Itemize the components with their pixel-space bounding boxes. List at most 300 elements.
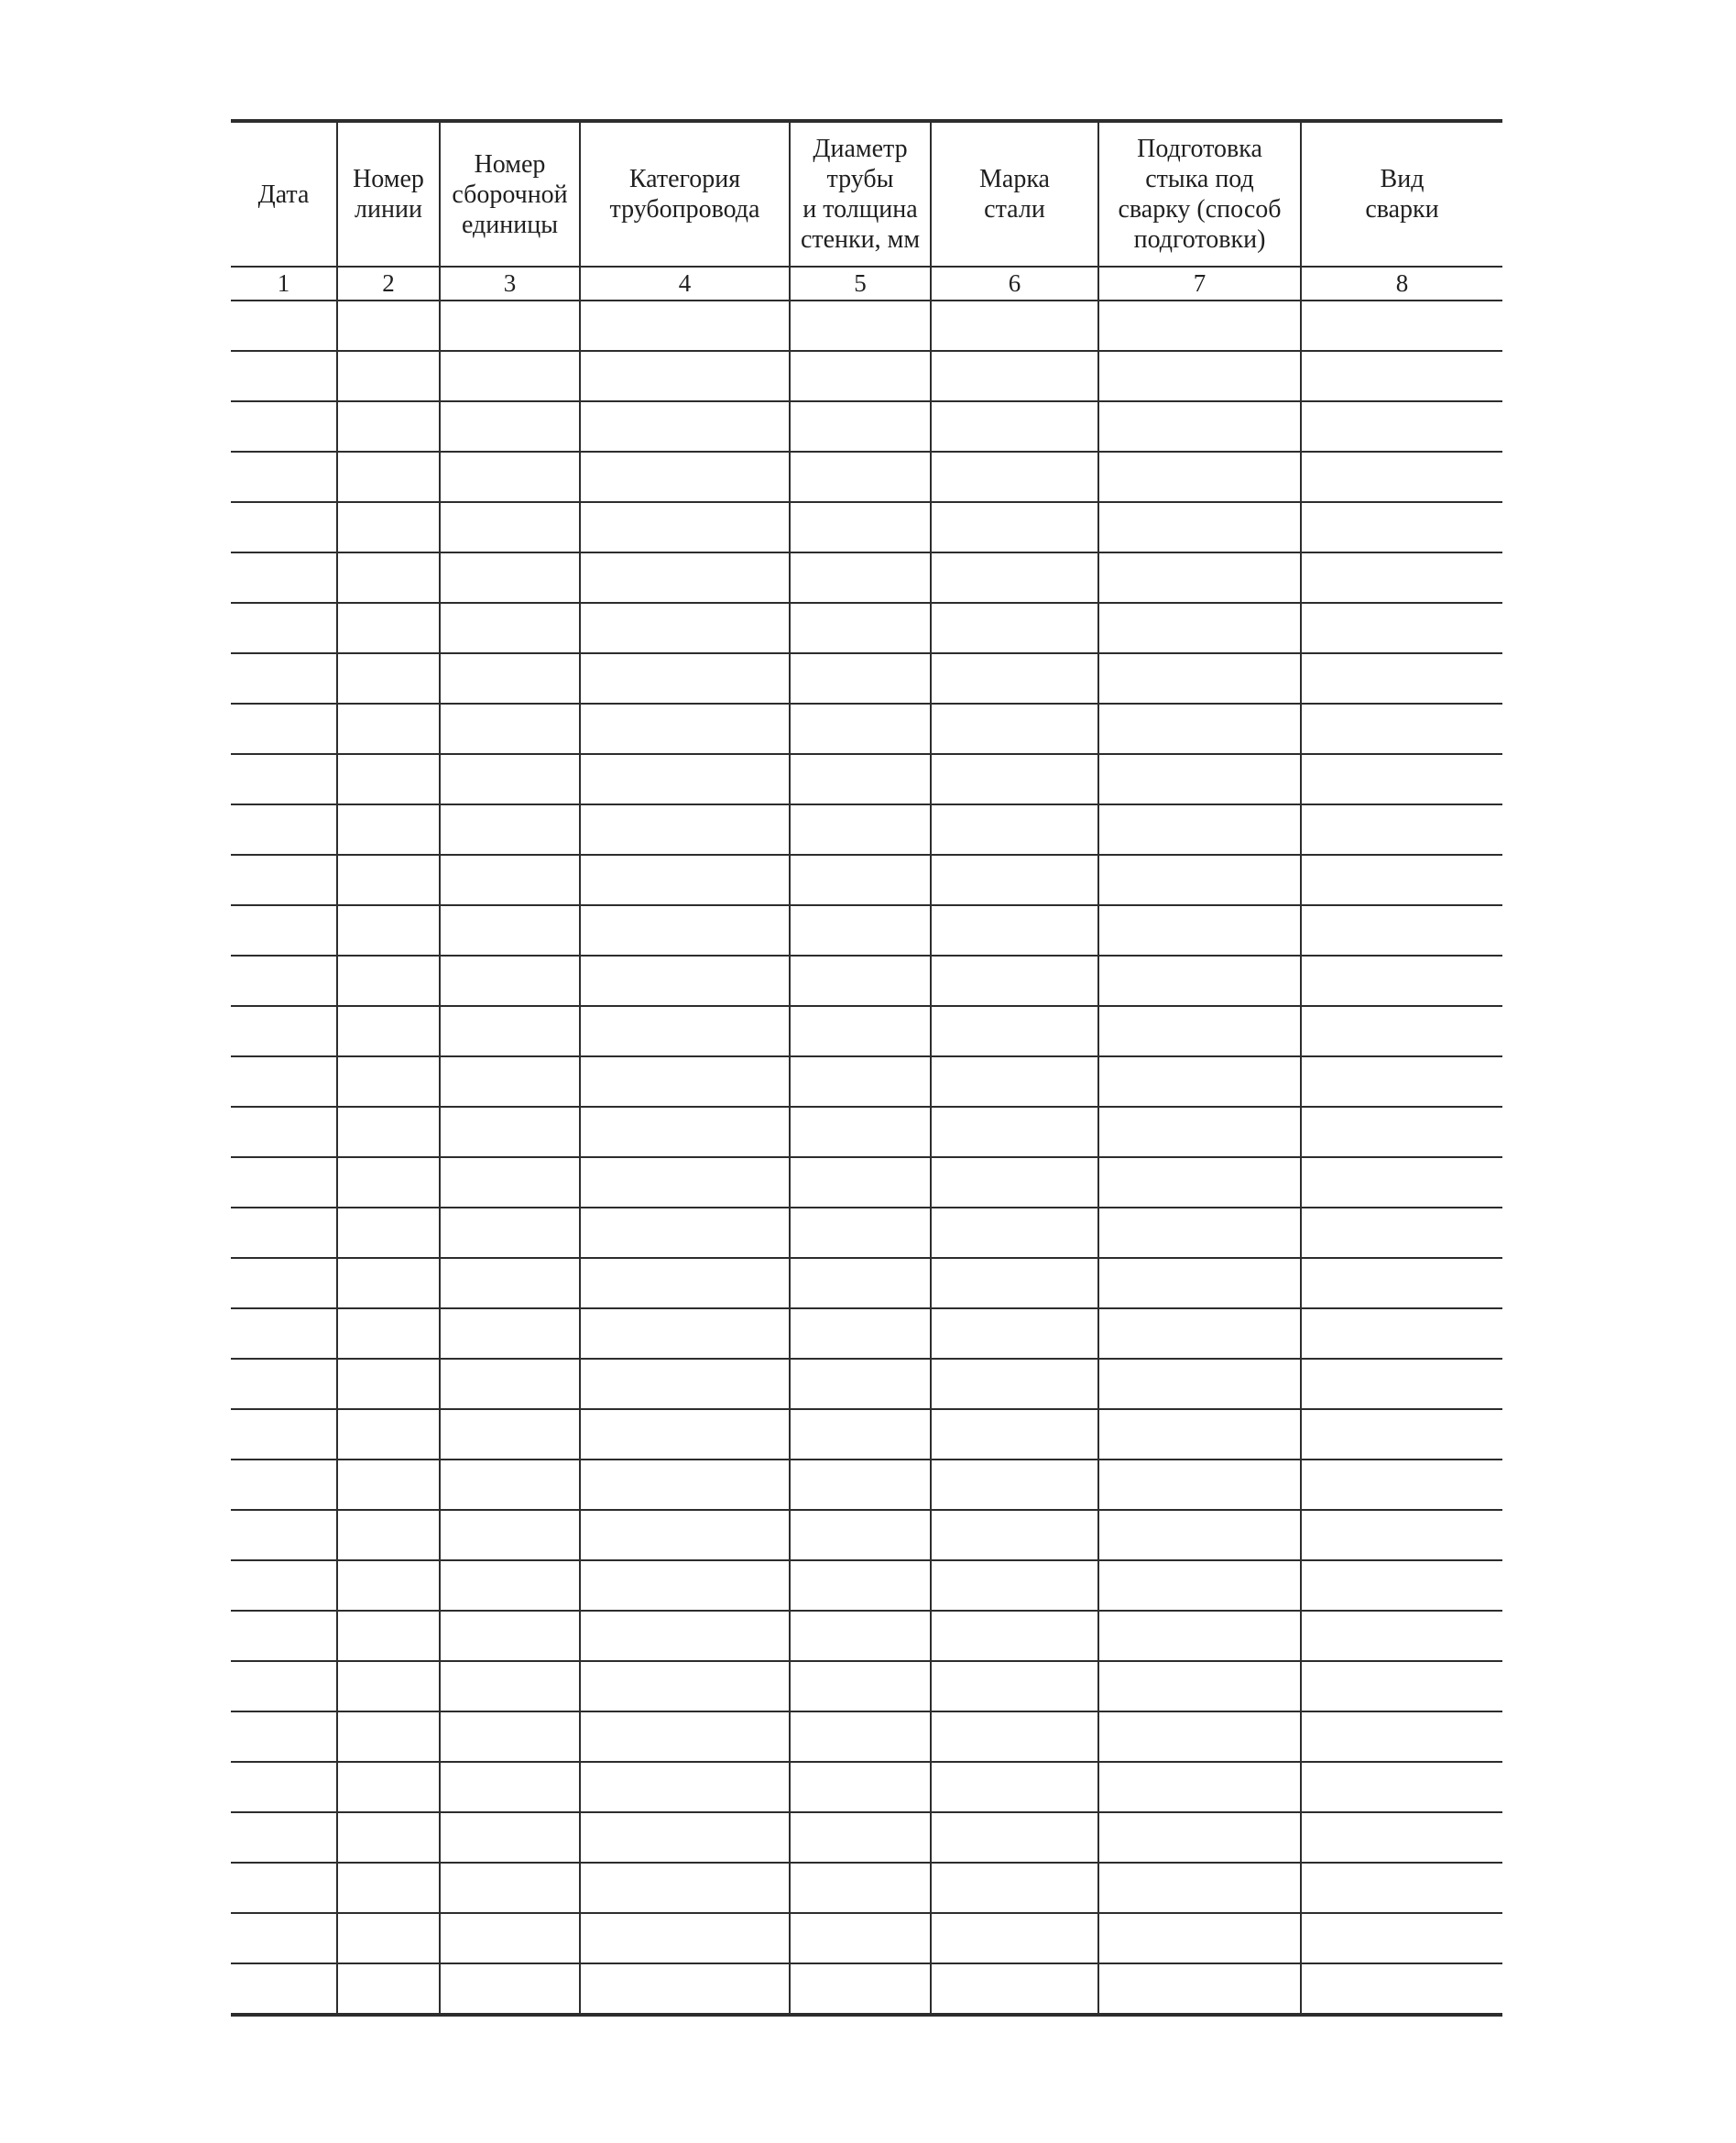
body-cell-steel-grade [931, 1308, 1098, 1359]
body-cell-assembly-unit-number [440, 1006, 580, 1056]
body-cell-welding-type [1301, 1208, 1502, 1258]
col-header-assembly-unit-number: Номер сборочной единицы [440, 121, 580, 267]
body-cell-pipe-diameter-wall-thickness [790, 704, 931, 754]
body-cell-date [231, 452, 337, 502]
body-cell-assembly-unit-number [440, 1611, 580, 1661]
body-cell-steel-grade [931, 1812, 1098, 1863]
table-row [231, 1258, 1502, 1308]
body-cell-welding-type [1301, 1661, 1502, 1711]
body-cell-date [231, 1711, 337, 1762]
body-cell-pipeline-category [580, 1460, 790, 1510]
col-header-date: Дата [231, 121, 337, 267]
body-cell-welding-type [1301, 1107, 1502, 1157]
body-cell-date [231, 351, 337, 401]
body-cell-line-number [337, 603, 440, 653]
body-cell-pipe-diameter-wall-thickness [790, 603, 931, 653]
body-cell-joint-preparation [1098, 1056, 1301, 1107]
body-cell-steel-grade [931, 1510, 1098, 1560]
body-cell-pipeline-category [580, 1157, 790, 1208]
body-cell-pipeline-category [580, 956, 790, 1006]
table-row [231, 1611, 1502, 1661]
body-cell-assembly-unit-number [440, 351, 580, 401]
body-cell-pipeline-category [580, 804, 790, 855]
col-number-1: 1 [231, 267, 337, 301]
column-number-row [231, 267, 1502, 301]
body-cell-welding-type [1301, 855, 1502, 905]
body-cell-welding-type [1301, 1409, 1502, 1460]
body-cell-assembly-unit-number [440, 956, 580, 1006]
col-number-5: 5 [790, 267, 931, 301]
body-cell-pipe-diameter-wall-thickness [790, 1762, 931, 1812]
table-row [231, 1762, 1502, 1812]
body-cell-date [231, 1863, 337, 1913]
body-cell-joint-preparation [1098, 1107, 1301, 1157]
body-cell-pipeline-category [580, 1812, 790, 1863]
body-cell-assembly-unit-number [440, 1711, 580, 1762]
body-cell-welding-type [1301, 704, 1502, 754]
body-cell-joint-preparation [1098, 704, 1301, 754]
body-cell-date [231, 301, 337, 351]
body-cell-line-number [337, 1812, 440, 1863]
table-row [231, 1208, 1502, 1258]
body-cell-pipeline-category [580, 552, 790, 603]
body-cell-joint-preparation [1098, 603, 1301, 653]
table-row [231, 956, 1502, 1006]
table-row [231, 1661, 1502, 1711]
body-cell-pipe-diameter-wall-thickness [790, 653, 931, 704]
table-row [231, 1409, 1502, 1460]
col-header-pipe-diameter-wall-thickness: Диаметр трубы и толщина стенки, мм [790, 121, 931, 267]
body-cell-assembly-unit-number [440, 1762, 580, 1812]
body-cell-pipeline-category [580, 1409, 790, 1460]
body-cell-steel-grade [931, 1863, 1098, 1913]
body-cell-line-number [337, 1560, 440, 1611]
body-cell-date [231, 1006, 337, 1056]
body-cell-pipe-diameter-wall-thickness [790, 905, 931, 956]
body-cell-pipe-diameter-wall-thickness [790, 1308, 931, 1359]
body-cell-pipe-diameter-wall-thickness [790, 1006, 931, 1056]
col-number-7: 7 [1098, 267, 1301, 301]
body-cell-pipeline-category [580, 1208, 790, 1258]
body-cell-pipeline-category [580, 855, 790, 905]
body-cell-date [231, 855, 337, 905]
table-row [231, 502, 1502, 552]
body-cell-assembly-unit-number [440, 1560, 580, 1611]
col-number-2: 2 [337, 267, 440, 301]
body-cell-welding-type [1301, 1510, 1502, 1560]
body-cell-pipe-diameter-wall-thickness [790, 754, 931, 804]
body-cell-line-number [337, 1409, 440, 1460]
table-row [231, 1812, 1502, 1863]
body-cell-assembly-unit-number [440, 1359, 580, 1409]
body-cell-pipe-diameter-wall-thickness [790, 1711, 931, 1762]
body-cell-line-number [337, 1006, 440, 1056]
body-cell-joint-preparation [1098, 1913, 1301, 1963]
body-cell-assembly-unit-number [440, 1913, 580, 1963]
body-cell-joint-preparation [1098, 1711, 1301, 1762]
body-cell-line-number [337, 452, 440, 502]
body-cell-pipe-diameter-wall-thickness [790, 351, 931, 401]
body-cell-joint-preparation [1098, 1308, 1301, 1359]
body-cell-welding-type [1301, 1006, 1502, 1056]
table-row [231, 1460, 1502, 1510]
body-cell-assembly-unit-number [440, 1208, 580, 1258]
col-header-pipeline-category: Категория трубопровода [580, 121, 790, 267]
body-cell-pipe-diameter-wall-thickness [790, 452, 931, 502]
body-cell-assembly-unit-number [440, 754, 580, 804]
body-cell-pipeline-category [580, 1308, 790, 1359]
body-cell-assembly-unit-number [440, 1308, 580, 1359]
body-cell-date [231, 1056, 337, 1107]
body-cell-steel-grade [931, 1611, 1098, 1661]
body-cell-pipe-diameter-wall-thickness [790, 552, 931, 603]
body-cell-joint-preparation [1098, 956, 1301, 1006]
table-row [231, 704, 1502, 754]
table-row [231, 1308, 1502, 1359]
table-row [231, 603, 1502, 653]
body-cell-pipeline-category [580, 1863, 790, 1913]
body-cell-pipe-diameter-wall-thickness [790, 1611, 931, 1661]
body-cell-pipeline-category [580, 1711, 790, 1762]
body-cell-date [231, 603, 337, 653]
table-row [231, 754, 1502, 804]
body-cell-steel-grade [931, 1107, 1098, 1157]
body-cell-welding-type [1301, 1812, 1502, 1863]
body-cell-welding-type [1301, 1056, 1502, 1107]
body-cell-joint-preparation [1098, 804, 1301, 855]
body-cell-steel-grade [931, 1409, 1098, 1460]
body-cell-steel-grade [931, 1258, 1098, 1308]
body-cell-assembly-unit-number [440, 855, 580, 905]
body-cell-pipeline-category [580, 1661, 790, 1711]
body-cell-date [231, 1308, 337, 1359]
body-cell-steel-grade [931, 1963, 1098, 2015]
table-row [231, 351, 1502, 401]
body-cell-welding-type [1301, 1913, 1502, 1963]
col-number-3: 3 [440, 267, 580, 301]
col-number-6: 6 [931, 267, 1098, 301]
body-cell-line-number [337, 855, 440, 905]
body-cell-date [231, 1409, 337, 1460]
body-cell-joint-preparation [1098, 1258, 1301, 1308]
body-cell-steel-grade [931, 502, 1098, 552]
body-cell-welding-type [1301, 1762, 1502, 1812]
body-cell-welding-type [1301, 1963, 1502, 2015]
body-cell-line-number [337, 956, 440, 1006]
body-cell-pipeline-category [580, 502, 790, 552]
body-cell-steel-grade [931, 956, 1098, 1006]
body-cell-line-number [337, 1963, 440, 2015]
body-cell-joint-preparation [1098, 1762, 1301, 1812]
body-cell-assembly-unit-number [440, 1863, 580, 1913]
body-cell-date [231, 754, 337, 804]
body-cell-welding-type [1301, 1711, 1502, 1762]
body-cell-line-number [337, 1762, 440, 1812]
body-cell-steel-grade [931, 603, 1098, 653]
body-cell-date [231, 1157, 337, 1208]
body-cell-pipe-diameter-wall-thickness [790, 502, 931, 552]
table-row [231, 804, 1502, 855]
body-cell-pipeline-category [580, 401, 790, 452]
body-cell-date [231, 653, 337, 704]
body-cell-joint-preparation [1098, 351, 1301, 401]
body-cell-joint-preparation [1098, 1409, 1301, 1460]
body-cell-pipe-diameter-wall-thickness [790, 804, 931, 855]
table-row [231, 552, 1502, 603]
body-cell-date [231, 704, 337, 754]
body-cell-pipe-diameter-wall-thickness [790, 1157, 931, 1208]
body-cell-assembly-unit-number [440, 905, 580, 956]
table-row [231, 452, 1502, 502]
body-cell-assembly-unit-number [440, 301, 580, 351]
body-cell-joint-preparation [1098, 1812, 1301, 1863]
body-cell-welding-type [1301, 552, 1502, 603]
body-cell-welding-type [1301, 502, 1502, 552]
body-cell-line-number [337, 351, 440, 401]
body-cell-steel-grade [931, 804, 1098, 855]
body-cell-pipeline-category [580, 704, 790, 754]
body-cell-line-number [337, 1863, 440, 1913]
body-cell-date [231, 1510, 337, 1560]
body-cell-date [231, 502, 337, 552]
body-cell-line-number [337, 301, 440, 351]
body-cell-pipeline-category [580, 1107, 790, 1157]
body-cell-line-number [337, 1711, 440, 1762]
body-cell-steel-grade [931, 1056, 1098, 1107]
body-cell-date [231, 1460, 337, 1510]
body-cell-date [231, 905, 337, 956]
body-cell-assembly-unit-number [440, 502, 580, 552]
table-row [231, 301, 1502, 351]
body-cell-line-number [337, 704, 440, 754]
body-cell-line-number [337, 552, 440, 603]
body-cell-line-number [337, 1258, 440, 1308]
body-cell-date [231, 1812, 337, 1863]
body-cell-assembly-unit-number [440, 653, 580, 704]
body-cell-pipe-diameter-wall-thickness [790, 1510, 931, 1560]
body-cell-date [231, 1560, 337, 1611]
body-cell-joint-preparation [1098, 754, 1301, 804]
body-cell-welding-type [1301, 653, 1502, 704]
body-cell-pipe-diameter-wall-thickness [790, 1359, 931, 1409]
body-cell-pipeline-category [580, 754, 790, 804]
body-cell-assembly-unit-number [440, 1258, 580, 1308]
body-cell-joint-preparation [1098, 1006, 1301, 1056]
col-header-line-number: Номер линии [337, 121, 440, 267]
body-cell-date [231, 956, 337, 1006]
body-cell-steel-grade [931, 1762, 1098, 1812]
body-cell-steel-grade [931, 351, 1098, 401]
table-body [231, 301, 1502, 2015]
table-row [231, 1006, 1502, 1056]
body-cell-joint-preparation [1098, 855, 1301, 905]
body-cell-pipeline-category [580, 653, 790, 704]
body-cell-line-number [337, 754, 440, 804]
table-row [231, 1107, 1502, 1157]
body-cell-joint-preparation [1098, 1863, 1301, 1913]
body-cell-joint-preparation [1098, 1157, 1301, 1208]
body-cell-steel-grade [931, 754, 1098, 804]
body-cell-date [231, 1258, 337, 1308]
table-row [231, 1963, 1502, 2015]
body-cell-line-number [337, 1460, 440, 1510]
body-cell-pipe-diameter-wall-thickness [790, 1560, 931, 1611]
body-cell-pipe-diameter-wall-thickness [790, 1208, 931, 1258]
body-cell-steel-grade [931, 1157, 1098, 1208]
body-cell-assembly-unit-number [440, 401, 580, 452]
body-cell-pipe-diameter-wall-thickness [790, 855, 931, 905]
body-cell-joint-preparation [1098, 1460, 1301, 1510]
body-cell-date [231, 1762, 337, 1812]
body-cell-welding-type [1301, 804, 1502, 855]
body-cell-steel-grade [931, 301, 1098, 351]
table-row [231, 1510, 1502, 1560]
body-cell-assembly-unit-number [440, 1460, 580, 1510]
body-cell-welding-type [1301, 301, 1502, 351]
body-cell-date [231, 401, 337, 452]
table-row [231, 1359, 1502, 1409]
body-cell-line-number [337, 1661, 440, 1711]
body-cell-line-number [337, 1359, 440, 1409]
body-cell-assembly-unit-number [440, 452, 580, 502]
body-cell-welding-type [1301, 1359, 1502, 1409]
body-cell-pipeline-category [580, 603, 790, 653]
body-cell-pipeline-category [580, 1963, 790, 2015]
body-cell-pipe-diameter-wall-thickness [790, 301, 931, 351]
welding-log-table [231, 119, 1502, 2017]
body-cell-joint-preparation [1098, 502, 1301, 552]
body-cell-welding-type [1301, 956, 1502, 1006]
body-cell-pipe-diameter-wall-thickness [790, 1258, 931, 1308]
body-cell-joint-preparation [1098, 1359, 1301, 1409]
body-cell-assembly-unit-number [440, 1056, 580, 1107]
body-cell-joint-preparation [1098, 1560, 1301, 1611]
body-cell-line-number [337, 1056, 440, 1107]
body-cell-steel-grade [931, 452, 1098, 502]
body-cell-line-number [337, 1913, 440, 1963]
col-header-welding-type: Вид сварки [1301, 121, 1502, 267]
body-cell-date [231, 1611, 337, 1661]
body-cell-welding-type [1301, 452, 1502, 502]
body-cell-joint-preparation [1098, 552, 1301, 603]
body-cell-assembly-unit-number [440, 1157, 580, 1208]
body-cell-joint-preparation [1098, 1611, 1301, 1661]
body-cell-pipeline-category [580, 301, 790, 351]
body-cell-welding-type [1301, 1560, 1502, 1611]
body-cell-assembly-unit-number [440, 1510, 580, 1560]
body-cell-steel-grade [931, 653, 1098, 704]
table-row [231, 855, 1502, 905]
table-row [231, 1711, 1502, 1762]
body-cell-steel-grade [931, 1661, 1098, 1711]
body-cell-pipeline-category [580, 1359, 790, 1409]
body-cell-welding-type [1301, 1258, 1502, 1308]
body-cell-joint-preparation [1098, 1510, 1301, 1560]
col-header-joint-preparation: Подготовка стыка под сварку (способ подготовки) [1098, 121, 1301, 267]
body-cell-pipeline-category [580, 1560, 790, 1611]
table-row [231, 1560, 1502, 1611]
body-cell-date [231, 1359, 337, 1409]
body-cell-assembly-unit-number [440, 552, 580, 603]
body-cell-welding-type [1301, 905, 1502, 956]
body-cell-steel-grade [931, 905, 1098, 956]
header-row [231, 121, 1502, 267]
body-cell-joint-preparation [1098, 653, 1301, 704]
body-cell-date [231, 1208, 337, 1258]
table-row [231, 1157, 1502, 1208]
body-cell-steel-grade [931, 1208, 1098, 1258]
body-cell-line-number [337, 1107, 440, 1157]
body-cell-pipe-diameter-wall-thickness [790, 1812, 931, 1863]
body-cell-line-number [337, 1611, 440, 1661]
body-cell-line-number [337, 653, 440, 704]
body-cell-steel-grade [931, 552, 1098, 603]
table-row [231, 653, 1502, 704]
body-cell-pipeline-category [580, 1913, 790, 1963]
body-cell-steel-grade [931, 855, 1098, 905]
body-cell-assembly-unit-number [440, 1963, 580, 2015]
body-cell-pipeline-category [580, 351, 790, 401]
body-cell-pipeline-category [580, 1258, 790, 1308]
body-cell-pipe-diameter-wall-thickness [790, 956, 931, 1006]
body-cell-pipeline-category [580, 1762, 790, 1812]
body-cell-line-number [337, 1208, 440, 1258]
body-cell-steel-grade [931, 1913, 1098, 1963]
body-cell-date [231, 1661, 337, 1711]
body-cell-pipe-diameter-wall-thickness [790, 401, 931, 452]
body-cell-line-number [337, 1308, 440, 1359]
body-cell-line-number [337, 401, 440, 452]
body-cell-welding-type [1301, 1460, 1502, 1510]
body-cell-date [231, 1913, 337, 1963]
body-cell-welding-type [1301, 401, 1502, 452]
body-cell-pipeline-category [580, 1510, 790, 1560]
body-cell-pipe-diameter-wall-thickness [790, 1863, 931, 1913]
body-cell-pipeline-category [580, 452, 790, 502]
body-cell-date [231, 1107, 337, 1157]
body-cell-steel-grade [931, 401, 1098, 452]
body-cell-line-number [337, 1157, 440, 1208]
body-cell-pipe-diameter-wall-thickness [790, 1913, 931, 1963]
table-row [231, 1913, 1502, 1963]
body-cell-assembly-unit-number [440, 603, 580, 653]
body-cell-steel-grade [931, 1711, 1098, 1762]
body-cell-welding-type [1301, 1863, 1502, 1913]
body-cell-assembly-unit-number [440, 804, 580, 855]
body-cell-welding-type [1301, 1157, 1502, 1208]
body-cell-joint-preparation [1098, 301, 1301, 351]
col-number-8: 8 [1301, 267, 1502, 301]
body-cell-welding-type [1301, 603, 1502, 653]
body-cell-pipe-diameter-wall-thickness [790, 1409, 931, 1460]
table-row [231, 1056, 1502, 1107]
body-cell-assembly-unit-number [440, 1812, 580, 1863]
table-header [231, 121, 1502, 301]
table-row [231, 1863, 1502, 1913]
body-cell-pipe-diameter-wall-thickness [790, 1460, 931, 1510]
body-cell-assembly-unit-number [440, 704, 580, 754]
body-cell-joint-preparation [1098, 452, 1301, 502]
body-cell-date [231, 1963, 337, 2015]
body-cell-pipe-diameter-wall-thickness [790, 1661, 931, 1711]
body-cell-pipeline-category [580, 905, 790, 956]
body-cell-joint-preparation [1098, 905, 1301, 956]
table-row [231, 401, 1502, 452]
body-cell-joint-preparation [1098, 401, 1301, 452]
body-cell-pipeline-category [580, 1611, 790, 1661]
body-cell-date [231, 552, 337, 603]
body-cell-pipe-diameter-wall-thickness [790, 1056, 931, 1107]
